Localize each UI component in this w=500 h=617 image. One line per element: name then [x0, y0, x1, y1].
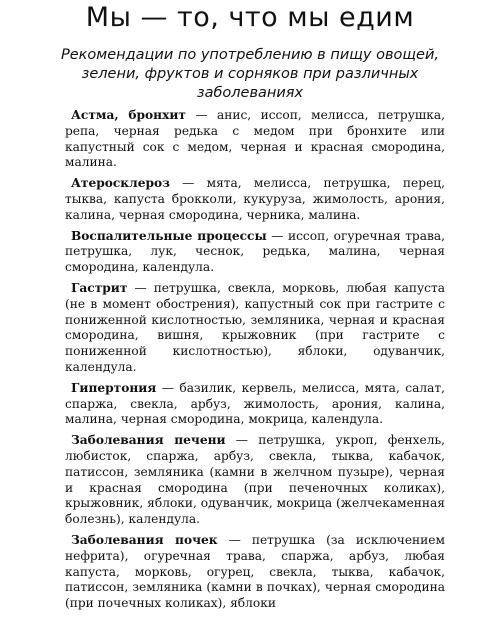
entry-separator: —: [156, 380, 180, 395]
entry-gastritis: [65, 281, 445, 376]
page-title: Мы — то, что мы едим: [85, 2, 415, 33]
entry-kidney-diseases: [65, 533, 445, 612]
entry-text: базилик, кервель, мелисса, мята, салат, спаржа, свекла, арбуз, жимолость, арония, калина, малина, черная смородина, мокрица, календула.: [65, 380, 445, 427]
entry-separator: —: [169, 176, 207, 191]
entry-term: Гастрит: [71, 280, 128, 295]
entry-text: петрушка, свекла, морковь, любая капуста (не в момент обострения), капустный сок при гастрите с пониженной кислотностью, земляника, черная и красная смородина, вишня, крыжовник (при гастрите с пониженной кислотностью), яблоки, одуванчик, календула.: [65, 280, 445, 374]
entry-inflammation: [65, 229, 445, 276]
entry-term: Атеросклероз: [71, 176, 170, 191]
entry-text: иссоп, огуречная трава, петрушка, лук, чеснок, редька, малина, черная смородина, календула.: [65, 228, 446, 275]
entry-term: Заболевания печени: [71, 433, 226, 448]
entry-hypertension: [65, 381, 445, 428]
entry-text: петрушка, укроп, фенхель, любисток, спаржа, арбуз, свекла, тыква, кабачок, патиссон, земляника (камни в желчном пузыре), черная и красная смородина (при печеночных коликах), крыжовник, яблоки, одуванчик, мокрица (желчекаменная болезнь), календула.: [65, 433, 445, 527]
entry-term: Воспалительные процессы: [71, 228, 267, 243]
entry-atherosclerosis: [65, 176, 445, 223]
entry-term: Астма, бронхит: [71, 108, 186, 122]
entry-term: Заболевания почек: [71, 532, 218, 547]
entry-separator: —: [127, 280, 154, 295]
entry-text: мята, мелисса, петрушка, перец, тыква, капуста брокколи, кукуруза, жимолость, арония, калина, черная смородина, черника, малина.: [65, 176, 445, 222]
entry-separator: —: [217, 532, 252, 547]
entry-asthma: [65, 108, 445, 171]
entry-text: петрушка (за исключением нефрита), огуречная трава, спаржа, арбуз, любая капуста, морковь, огурец, свекла, тыква, кабачок, патиссон, земляника (камни в почках), черная смородина (при почечных коликах), яблоки: [65, 532, 445, 611]
entry-text: анис, иссоп, мелисса, петрушка, репа, черная редька с медом при бронхите или капустный сок с медом, черная и красная смородина, малина.: [65, 108, 445, 170]
entry-liver-diseases: [65, 433, 445, 528]
entry-separator: —: [225, 433, 259, 448]
entry-separator: —: [185, 108, 217, 122]
entry-term: Гипертония: [71, 380, 157, 395]
page-subtitle: Рекомендации по употреблению в пищу овощей, зелени, фруктов и сорняков при различных заболеваниях: [61, 47, 439, 101]
entry-separator: —: [266, 228, 288, 243]
recommendations-list: [65, 108, 445, 617]
